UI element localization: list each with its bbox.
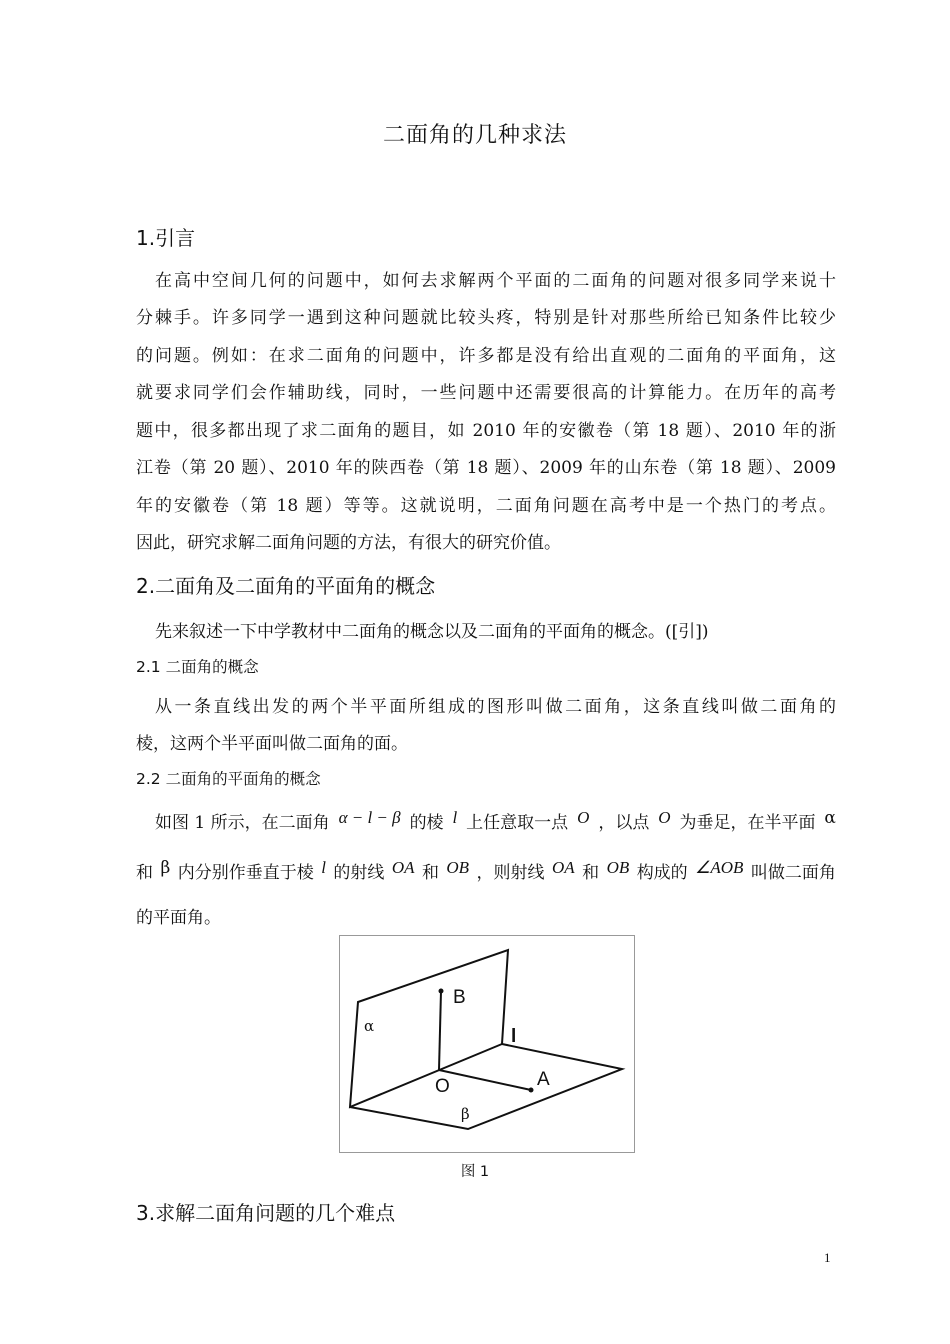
math-l: l	[321, 858, 326, 877]
label-A: A	[537, 1069, 550, 1090]
ray-OA	[439, 1070, 531, 1090]
text-run: 和	[421, 863, 439, 883]
definition-line-1	[155, 808, 836, 833]
text-run: 构成的	[636, 863, 688, 883]
label-alpha: α	[364, 1017, 375, 1035]
math-beta: β	[160, 858, 171, 878]
label-B: B	[453, 987, 466, 1008]
definition-line-3: 的平面角。	[136, 908, 221, 928]
ray-OB	[439, 991, 441, 1070]
paragraph-line: 江卷（第 20 题）、2010 年的陕西卷（第 18 题）、2009 年的山东卷（第 18 题）、2009	[136, 458, 836, 478]
math-OB: OB	[606, 858, 630, 877]
paragraph-line: 就要求同学们会作辅助线，同时，一些问题中还需要很高的计算能力。在历年的高考	[136, 383, 836, 403]
figure-1	[339, 935, 635, 1153]
page-title: 二面角的几种求法	[382, 123, 567, 148]
paragraph-line: 因此，研究求解二面角问题的方法，有很大的研究价值。	[136, 533, 561, 553]
paragraph-line: 分棘手。许多同学一遇到这种问题就比较头疼，特别是针对那些所给已知条件比较少	[136, 308, 836, 328]
half-plane-beta	[350, 1044, 622, 1129]
text-run: 和	[136, 863, 153, 883]
dihedral-angle-diagram	[340, 936, 634, 1152]
definition-line-2	[136, 858, 836, 883]
math-alpha: α	[824, 808, 836, 828]
section-heading-intro: 1.引言	[136, 226, 196, 250]
label-l: l	[511, 1026, 517, 1047]
label-beta: β	[461, 1105, 470, 1123]
subsection-heading-2-2: 2.2 二面角的平面角的概念	[136, 770, 321, 788]
paragraph-line: 的问题。例如：在求二面角的问题中，许多都是没有给出直观的二面角的平面角，这	[136, 346, 836, 366]
text-run: 的棱	[409, 813, 444, 833]
text-run: 内分别作垂直于棱	[177, 863, 314, 883]
text-run: 如图 1 所示，在二面角	[155, 813, 330, 833]
paragraph-line: 在高中空间几何的问题中，如何去求解两个平面的二面角的问题对很多同学来说十	[155, 271, 836, 291]
section2-intro: 先来叙述一下中学教材中二面角的概念以及二面角的平面角的概念。([引])	[155, 622, 709, 642]
text-run: 和	[582, 863, 600, 883]
text-run: ，以点	[598, 813, 650, 833]
math-O: O	[577, 808, 590, 827]
math-OA: OA	[551, 858, 575, 877]
text-run: 为垂足，在半平面	[679, 813, 816, 833]
figure-caption: 图 1	[460, 1164, 490, 1180]
section-heading-difficulties: 3.求解二面角问题的几个难点	[136, 1201, 396, 1225]
text-run: 的射线	[333, 863, 385, 883]
text-run: 上任意取一点	[466, 813, 569, 833]
page-number: 1	[824, 1250, 831, 1265]
paragraph-line: 年的安徽卷（第 18 题）等等。这就说明，二面角问题在高考中是一个热门的考点。	[136, 496, 836, 516]
label-O: O	[435, 1076, 450, 1097]
text-run: ，则射线	[476, 863, 545, 883]
paragraph-line: 棱，这两个半平面叫做二面角的面。	[136, 734, 408, 754]
point-B	[439, 989, 444, 994]
math-O: O	[658, 808, 671, 827]
subsection-heading-2-1: 2.1 二面角的概念	[136, 658, 259, 676]
paragraph-line: 从一条直线出发的两个半平面所组成的图形叫做二面角，这条直线叫做二面角的	[155, 697, 836, 717]
math-OA: OA	[391, 858, 415, 877]
point-A	[529, 1088, 534, 1093]
section-heading-concepts: 2.二面角及二面角的平面角的概念	[136, 574, 436, 598]
math-l: l	[452, 808, 458, 827]
math-dihedral: α − l − β	[338, 808, 401, 827]
math-OB: OB	[446, 858, 470, 877]
text-run: 叫做二面角	[750, 863, 836, 883]
math-angle-AOB: ∠AOB	[695, 858, 744, 877]
paragraph-line: 题中，很多都出现了求二面角的题目，如 2010 年的安徽卷（第 18 题）、2010 年的浙	[136, 421, 836, 441]
